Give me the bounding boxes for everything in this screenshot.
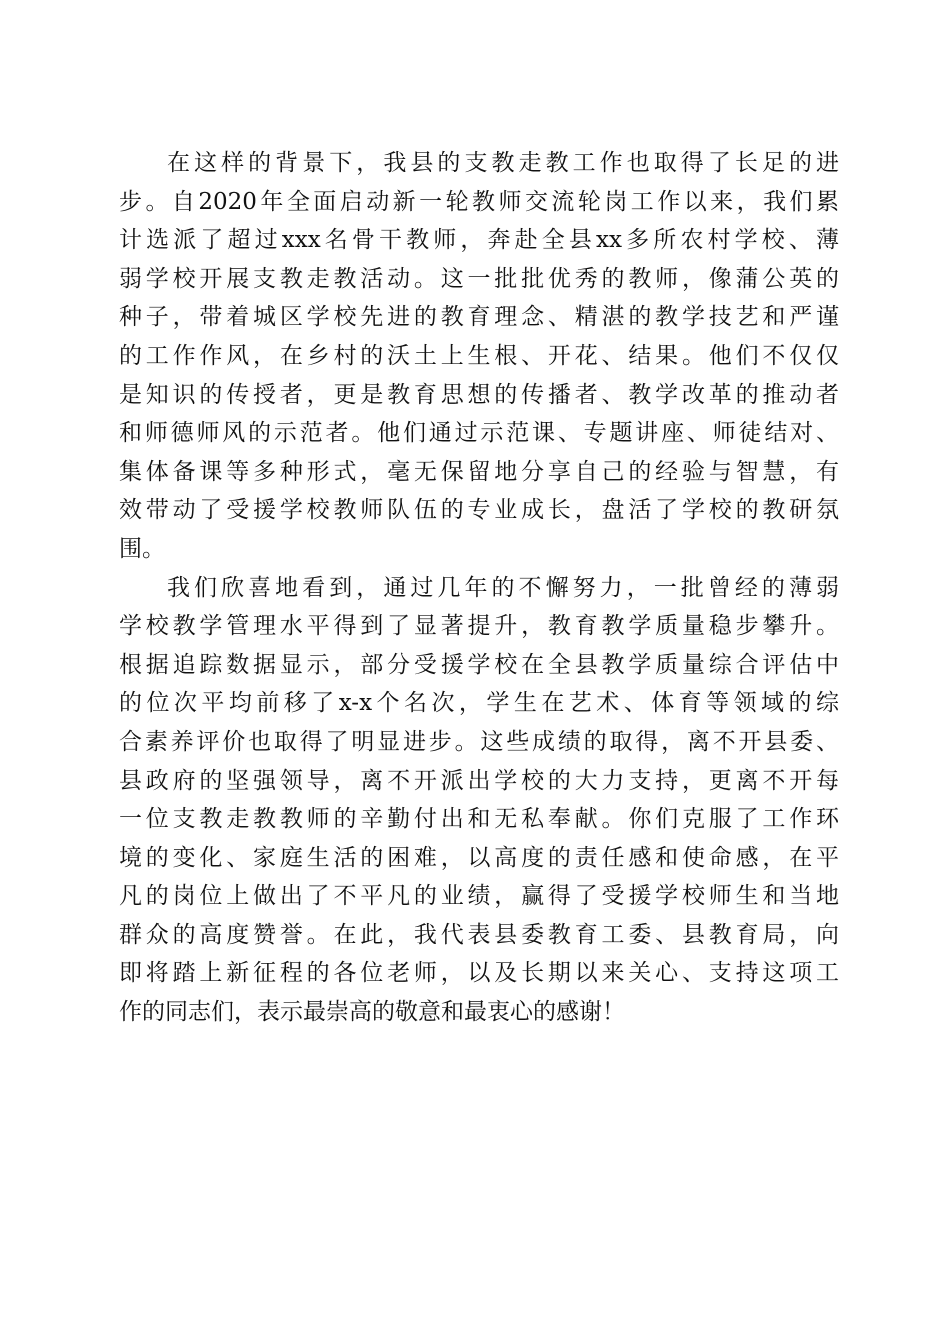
paragraph-line: 学校教学管理水平得到了显著提升，教育教学质量稳步攀升。 [119,613,839,640]
paragraph-2 [119,569,839,1032]
paragraph-line: 合素养评价也取得了明显进步。这些成绩的取得，离不开县委、 [119,728,839,755]
paragraph-line: 在这样的背景下，我县的支教走教工作也取得了长足的进 [167,150,839,176]
paragraph-line: 步。自2020年全面启动新一轮教师交流轮岗工作以来，我们累 [119,188,839,215]
paragraph-line: 作的同志们，表示最崇高的敬意和最衷心的感谢！ [119,999,625,1026]
paragraph-line: 一位支教走教教师的辛勤付出和无私奉献。你们克服了工作环 [119,806,839,833]
paragraph-line: 是知识的传授者，更是教育思想的传播者、教学改革的推动者 [119,381,839,408]
paragraph-1 [119,144,839,569]
paragraph-line: 境的变化、家庭生活的困难，以高度的责任感和使命感，在平 [119,844,839,871]
paragraph-line: 即将踏上新征程的各位老师，以及长期以来关心、支持这项工 [119,960,839,987]
document-body [119,144,839,1032]
paragraph-line: 根据追踪数据显示，部分受援学校在全县教学质量综合评估中 [119,651,839,678]
paragraph-line: 集体备课等多种形式，毫无保留地分享自己的经验与智慧，有 [119,458,839,485]
paragraph-line: 的工作作风，在乡村的沃土上生根、开花、结果。他们不仅仅 [119,342,839,369]
paragraph-line: 群众的高度赞誉。在此，我代表县委教育工委、县教育局，向 [119,921,839,948]
paragraph-line: 弱学校开展支教走教活动。这一批批优秀的教师，像蒲公英的 [119,265,839,292]
paragraph-line: 围。 [119,535,165,562]
paragraph-line: 凡的岗位上做出了不平凡的业绩，赢得了受援学校师生和当地 [119,883,839,910]
paragraph-line: 和师德师风的示范者。他们通过示范课、专题讲座、师徒结对、 [119,420,839,447]
paragraph-line: 计选派了超过xxx名骨干教师，奔赴全县xx多所农村学校、薄 [119,227,839,254]
paragraph-line: 效带动了受援学校教师队伍的专业成长，盘活了学校的教研氛 [119,497,839,524]
paragraph-line: 的位次平均前移了x-x个名次，学生在艺术、体育等领域的综 [119,690,839,717]
paragraph-line: 县政府的坚强领导，离不开派出学校的大力支持，更离不开每 [119,767,839,794]
paragraph-line: 种子，带着城区学校先进的教育理念、精湛的教学技艺和严谨 [119,304,839,331]
paragraph-line: 我们欣喜地看到，通过几年的不懈努力，一批曾经的薄弱 [167,574,839,601]
